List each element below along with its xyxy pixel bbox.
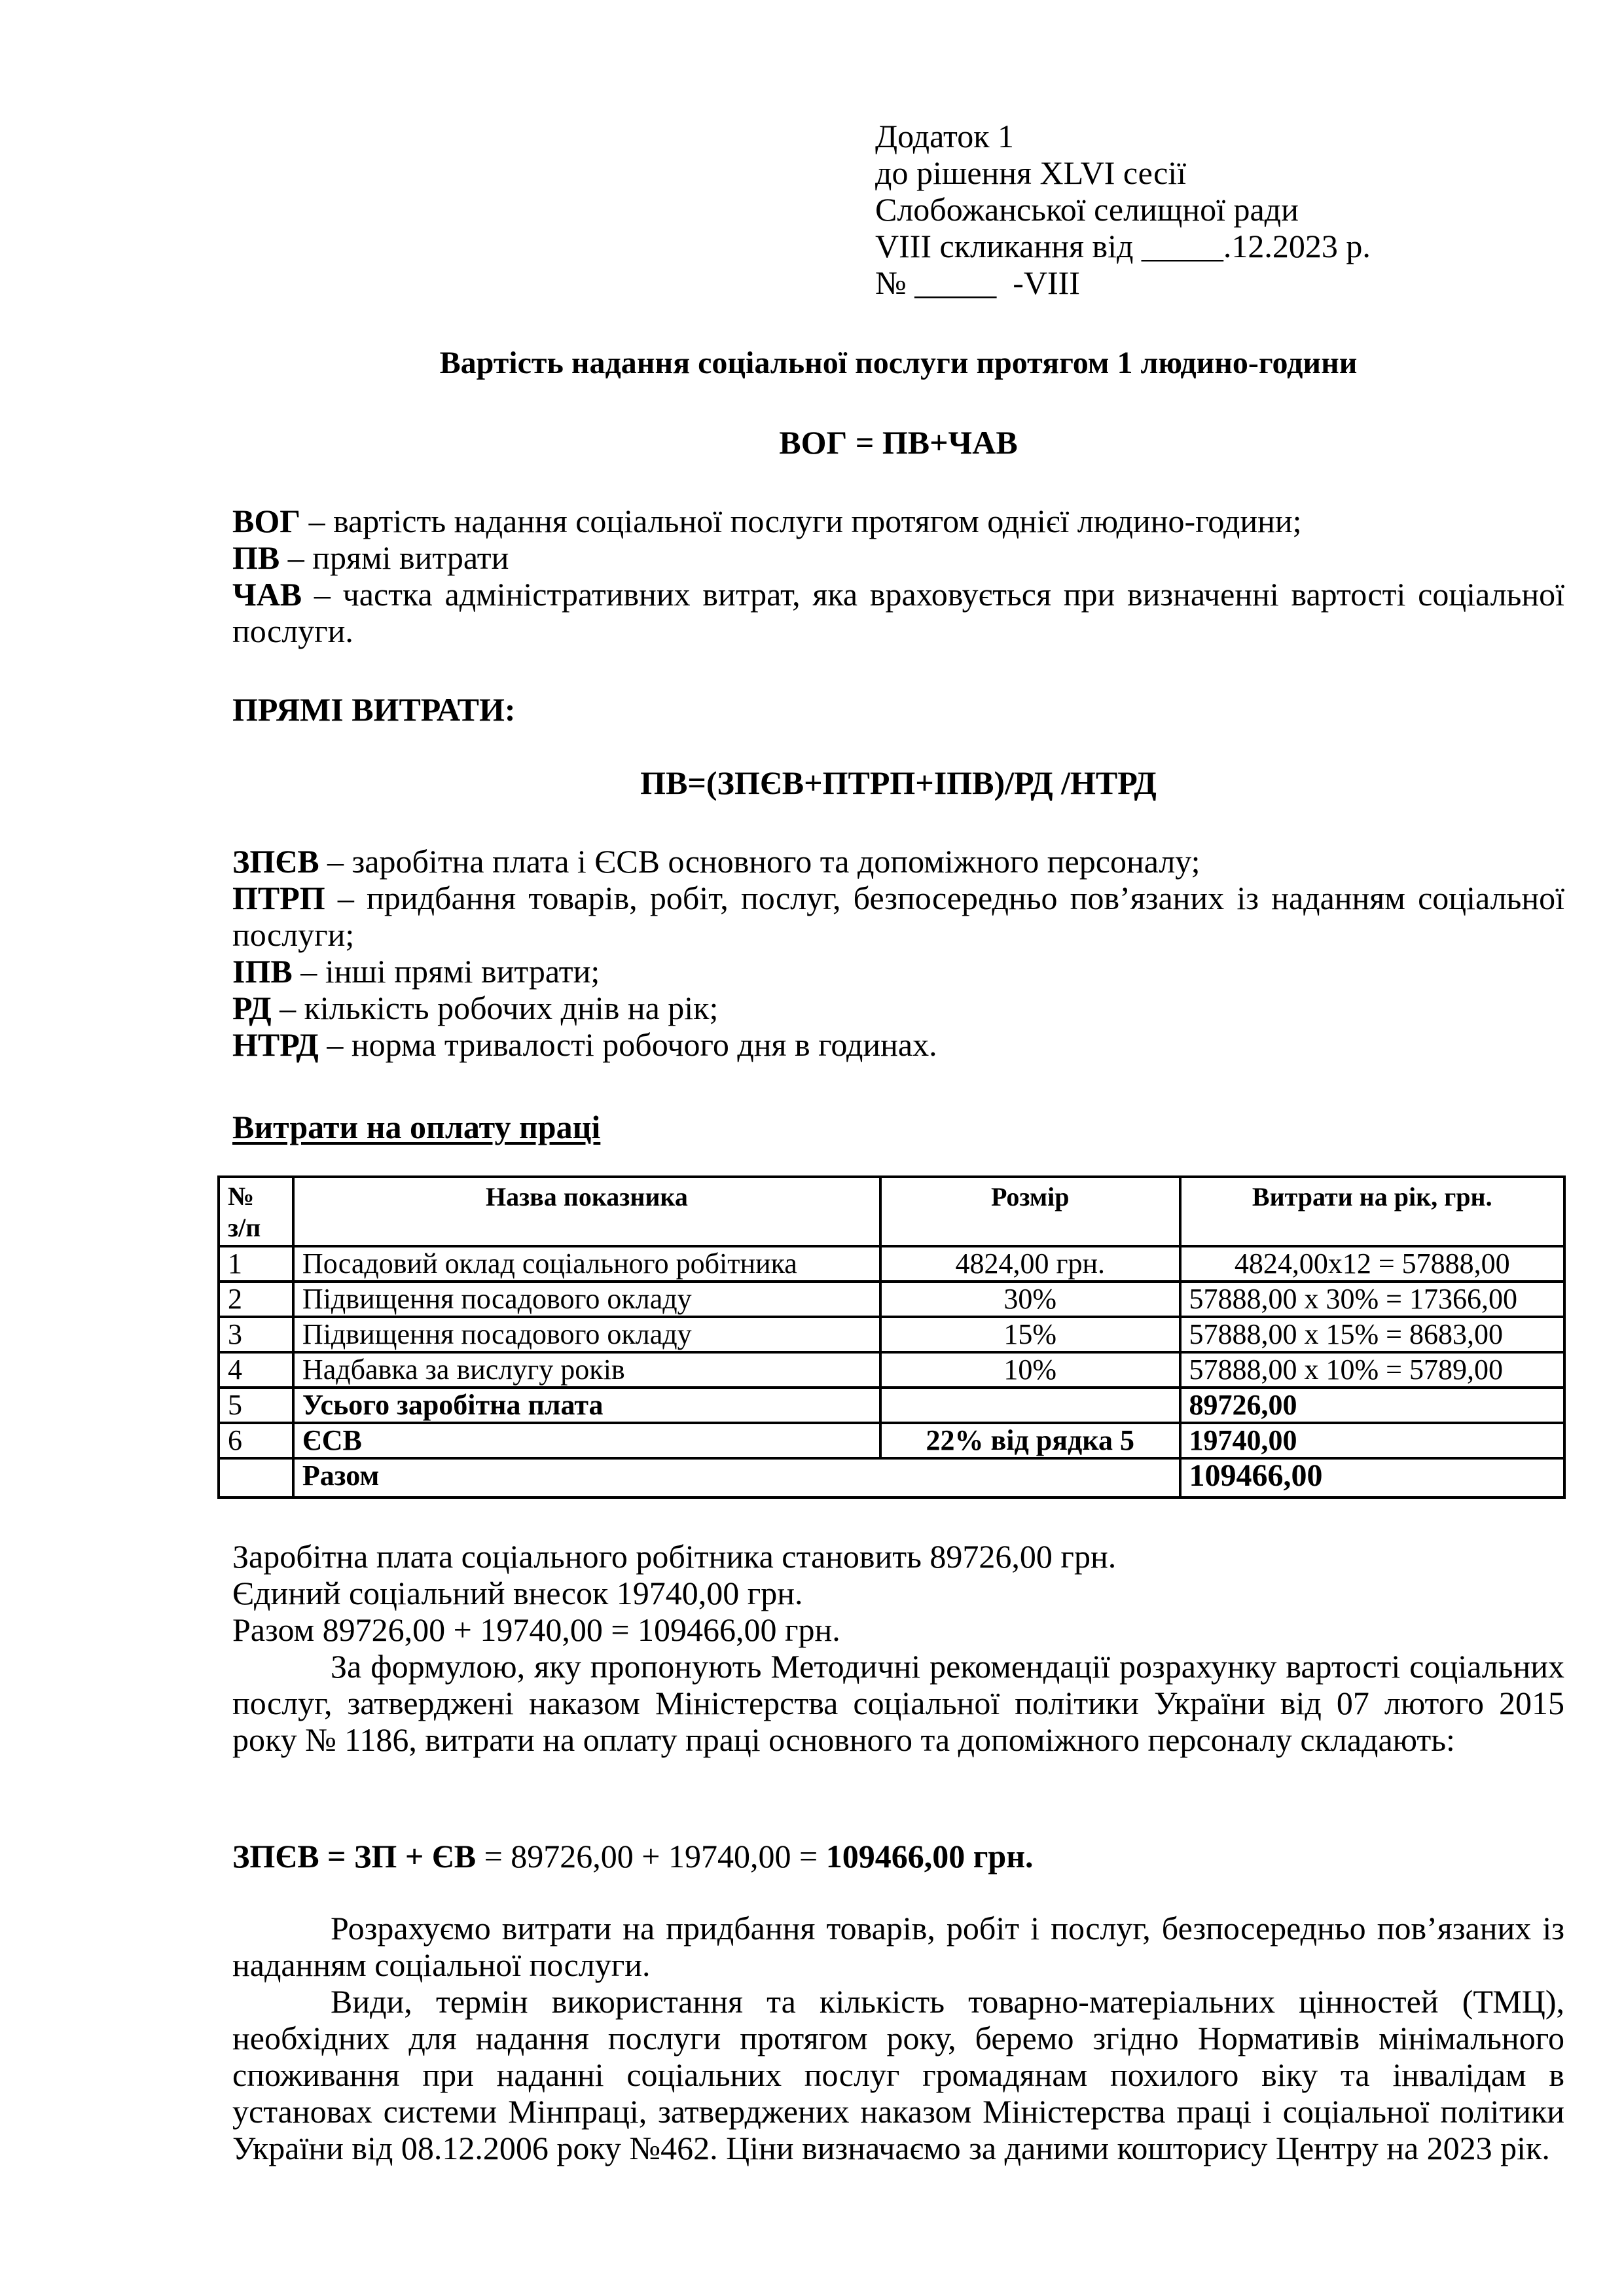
appendix-line: Додаток 1 [875, 118, 1014, 154]
cell-size: 30% [880, 1282, 1180, 1317]
header-number-line1: № [228, 1181, 255, 1211]
table-row [219, 1423, 1564, 1458]
cell-number [219, 1458, 293, 1498]
cell-number: 3 [219, 1317, 293, 1352]
cell-number: 2 [219, 1282, 293, 1317]
definition-item [232, 503, 1564, 539]
cell-cost: 57888,00 х 30% = 17366,00 [1180, 1282, 1564, 1317]
definition-term: ЗПЄВ [232, 843, 319, 880]
direct-costs-heading: ПРЯМІ ВИТРАТИ: [232, 691, 516, 728]
cell-size: 10% [880, 1352, 1180, 1388]
paragraph: Види, термін використання та кількість товарно-матеріальних цінностей (ТМЦ), необхідних для надання послуги протягом року, беремо згідно Нормативів мінімального споживання при наданні соціальних послуг громадянам похилого віку та інвалідам в установах системи Мінпраці, затверджених наказом Міністерства праці і соціальної політики України від 08.12.2006 року №462. Ціни визначаємо за даними кошторису Центру на 2023 рік. [232, 1983, 1564, 2166]
main-formula: ВОГ = ПВ+ЧАВ [779, 424, 1018, 461]
definition-item [232, 953, 1564, 990]
zpev-formula-prefix: ЗПЄВ = ЗП + ЄВ [232, 1838, 477, 1874]
cell-number: 6 [219, 1423, 293, 1458]
cell-name: Усього заробітна плата [293, 1388, 880, 1423]
table-header-row [219, 1177, 1564, 1246]
header-name: Назва показника [293, 1177, 880, 1246]
cell-total-cost: 109466,00 [1180, 1458, 1564, 1498]
appendix-header [875, 118, 1371, 301]
definition-term: РД [232, 990, 272, 1026]
definition-item [232, 880, 1564, 953]
appendix-line: до рішення XLVI сесії [875, 154, 1187, 191]
definition-item [232, 576, 1564, 649]
methodology-paragraph: За формулою, яку пропонують Методичні рекомендації розрахунку вартості соціальних послуг, затверджені наказом Міністерства соціальної політики України від 07 лютого 2015 року № 1186, витрати на оплату праці основного та допоміжного персоналу складають: [232, 1648, 1564, 1758]
definition-item [232, 843, 1564, 880]
definition-text: – частка адміністративних витрат, яка враховується при визначенні вартості соціальної послуги. [232, 576, 1564, 649]
definition-item [232, 539, 1564, 576]
header-number [219, 1177, 293, 1246]
table-row [219, 1282, 1564, 1317]
direct-definitions [232, 843, 1564, 1063]
definition-term: НТРД [232, 1026, 319, 1063]
cell-total-label: Разом [293, 1458, 1180, 1498]
definition-item [232, 990, 1564, 1026]
cell-name: Надбавка за вислугу років [293, 1352, 880, 1388]
appendix-line: VIII скликання від _____.12.2023 р. [875, 228, 1371, 264]
cell-size [880, 1388, 1180, 1423]
zpev-formula-result: 109466,00 грн. [825, 1838, 1034, 1874]
paragraph: Розрахуємо витрати на придбання товарів, робіт і послуг, безпосередньо пов’язаних із наданням соціальної послуги. [232, 1910, 1564, 1983]
header-cost: Витрати на рік, грн. [1180, 1177, 1564, 1246]
cell-size: 22% від рядка 5 [880, 1423, 1180, 1458]
header-size: Розмір [880, 1177, 1180, 1246]
definition-item [232, 1026, 1564, 1063]
definition-text: – кількість робочих днів на рік; [271, 990, 719, 1026]
definition-text: – норма тривалості робочого дня в годинах. [318, 1026, 937, 1063]
cell-name: Посадовий оклад соціального робітника [293, 1246, 880, 1282]
cell-number: 5 [219, 1388, 293, 1423]
cell-cost: 57888,00 х 10% = 5789,00 [1180, 1352, 1564, 1388]
definition-term: ЧАВ [232, 576, 302, 613]
summary-line: Заробітна плата соціального робітника становить 89726,00 грн. [232, 1538, 1117, 1575]
wage-summary [232, 1538, 1564, 1758]
definition-term: ВОГ [232, 503, 301, 539]
definition-text: – заробітна плата і ЄСВ основного та допоміжного персоналу; [319, 843, 1200, 880]
cell-size: 15% [880, 1317, 1180, 1352]
table-row [219, 1317, 1564, 1352]
summary-line: Разом 89726,00 + 19740,00 = 109466,00 грн. [232, 1611, 840, 1648]
table-row [219, 1388, 1564, 1423]
cell-name: Підвищення посадового окладу [293, 1317, 880, 1352]
table-total-row [219, 1458, 1564, 1498]
cell-cost: 89726,00 [1180, 1388, 1564, 1423]
definition-term: ПТРП [232, 880, 325, 916]
cell-name: Підвищення посадового окладу [293, 1282, 880, 1317]
definition-text: – вартість надання соціальної послуги протягом однієї людино-години; [300, 503, 1302, 539]
cell-cost: 57888,00 х 15% = 8683,00 [1180, 1317, 1564, 1352]
definition-term: ІПВ [232, 953, 293, 990]
header-number-line2: з/п [228, 1213, 261, 1242]
table-row [219, 1352, 1564, 1388]
goods-services-section [232, 1910, 1564, 2166]
cell-number: 4 [219, 1352, 293, 1388]
definition-text: – придбання товарів, робіт, послуг, безпосередньо пов’язаних із наданням соціальної послуги; [232, 880, 1564, 953]
direct-costs-formula: ПВ=(ЗПЄВ+ПТРП+ІПВ)/РД /НТРД [640, 764, 1157, 801]
cell-size: 4824,00 грн. [880, 1246, 1180, 1282]
labor-costs-heading: Витрати на оплату праці [232, 1109, 601, 1145]
definition-term: ПВ [232, 539, 280, 576]
appendix-line: Слобожанської селищної ради [875, 191, 1299, 228]
cell-cost: 19740,00 [1180, 1423, 1564, 1458]
main-definitions [232, 503, 1564, 649]
appendix-line: № _____ -VIII [875, 264, 1080, 301]
zpev-formula [232, 1838, 1564, 1874]
summary-line: Єдиний соціальний внесок 19740,00 грн. [232, 1575, 803, 1611]
definition-text: – прямі витрати [280, 539, 509, 576]
document-title: Вартість надання соціальної послуги протягом 1 людино-години [439, 346, 1358, 380]
table-row [219, 1246, 1564, 1282]
cell-number: 1 [219, 1246, 293, 1282]
cell-name: ЄСВ [293, 1423, 880, 1458]
cell-cost: 4824,00х12 = 57888,00 [1180, 1246, 1564, 1282]
definition-text: – інші прямі витрати; [292, 953, 600, 990]
zpev-formula-middle: = 89726,00 + 19740,00 = [476, 1838, 826, 1874]
labor-costs-table [217, 1175, 1566, 1499]
